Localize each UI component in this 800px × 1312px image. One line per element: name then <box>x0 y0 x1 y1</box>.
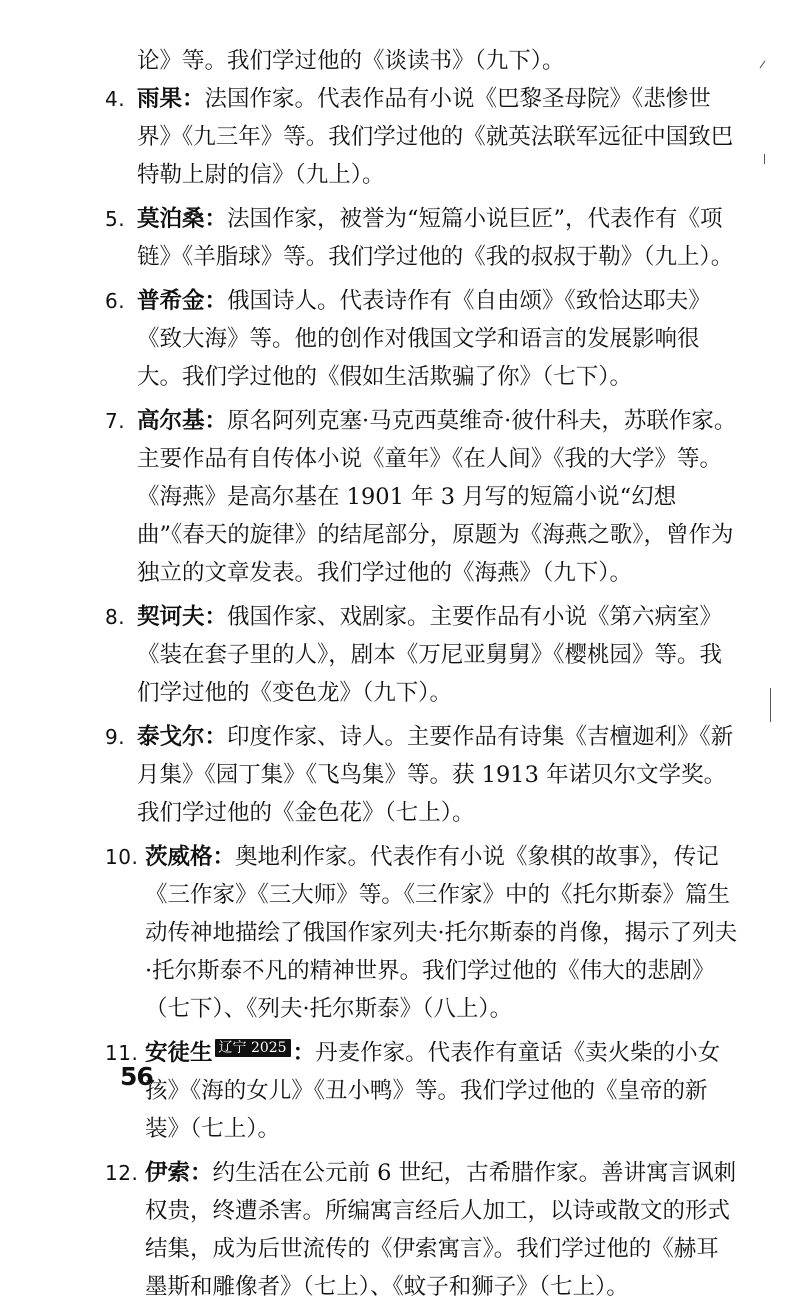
name-separator: ： <box>212 844 236 870</box>
author-name: 高尔基 <box>137 408 205 434</box>
author-name: 茨威格 <box>145 844 213 870</box>
author-description: 俄国作家、戏剧家。主要作品有小说《第六病室》《装在套子里的人》，剧本《万尼亚舅舅》《樱桃园》等。我们学过他的《变色龙》（九下）。 <box>137 604 723 706</box>
item-number: 6. <box>105 289 126 313</box>
item-number: 10. <box>105 845 139 869</box>
author-description: 奥地利作家。代表作有小说《象棋的故事》，传记《三作家》《三大师》等。《三作家》中的《托尔斯泰》篇生动传神地描绘了俄国作家列夫·托尔斯泰的肖像，揭示了列夫·托尔斯泰不凡的精神世界。我们学过他的《伟大的悲剧》（七下）、《列夫·托尔斯泰》（八上）。 <box>145 844 738 1022</box>
list-item-andersen <box>100 1034 740 1148</box>
author-name: 雨果 <box>137 86 183 112</box>
author-list <box>100 80 740 1312</box>
name-separator: ： <box>204 724 228 750</box>
item-number: 11. <box>105 1041 139 1065</box>
author-description: 法国作家，被誉为“短篇小说巨匠”，代表作有《项链》《羊脂球》等。我们学过他的《我的叔叔于勒》（九上）。 <box>137 206 734 270</box>
list-item-aesop <box>100 1154 740 1306</box>
author-name: 安徒生 <box>145 1040 213 1066</box>
item-number: 9. <box>105 725 126 749</box>
author-name: 契诃夫 <box>137 604 205 630</box>
author-description: 俄国诗人。代表诗作有《自由颂》《致恰达耶夫》《致大海》等。他的创作对俄国文学和语言的发展影响很大。我们学过他的《假如生活欺骗了你》（七下）。 <box>137 288 711 390</box>
author-description: 法国作家。代表作品有小说《巴黎圣母院》《悲惨世界》《九三年》等。我们学过他的《就英法联军远征中国致巴特勒上尉的信》（九上）。 <box>137 86 734 188</box>
author-name: 普希金 <box>137 288 205 314</box>
name-separator: ： <box>204 604 228 630</box>
name-separator: ： <box>204 408 228 434</box>
list-item-pushkin <box>100 282 740 396</box>
author-name: 莫泊桑 <box>137 206 205 232</box>
item-number: 12. <box>105 1161 139 1185</box>
name-separator: ： <box>204 288 228 314</box>
author-description: 原名阿列克塞·马克西莫维奇·彼什科夫，苏联作家。主要作品有自传体小说《童年》《在人间》《我的大学》等。《海燕》是高尔基在 1901 年 3 月写的短篇小说“幻想曲”《春天的旋律》的结尾部分，原题为《海燕之歌》，曾作为独立的文章发表。我们学过他的《海燕》（九下）。 <box>137 408 737 586</box>
item-number: 7. <box>105 409 126 433</box>
author-name: 伊索 <box>145 1160 191 1186</box>
author-name: 泰戈尔 <box>137 724 205 750</box>
author-description: 印度作家、诗人。主要作品有诗集《吉檀迦利》《新月集》《园丁集》《飞鸟集》等。获 1913 年诺贝尔文学奖。我们学过他的《金色花》（七上）。 <box>137 724 734 826</box>
name-separator: ： <box>182 86 205 112</box>
list-item-zweig <box>100 838 740 1028</box>
list-item-tagore <box>100 718 740 832</box>
list-item-gorky <box>100 402 740 592</box>
exam-badge: 辽宁 2025 <box>215 1039 291 1057</box>
scan-mark <box>770 688 771 722</box>
list-item-hugo <box>100 80 740 194</box>
name-separator: ： <box>292 1040 316 1066</box>
item-number: 5. <box>105 207 126 231</box>
list-item-chekhov <box>100 598 740 712</box>
author-description: 丹麦作家。代表作有童话《卖火柴的小女孩》《海的女儿》《丑小鸭》等。我们学过他的《皇帝的新装》（七上）。 <box>145 1040 721 1142</box>
name-separator: ： <box>190 1160 213 1186</box>
name-separator: ： <box>204 206 228 232</box>
page-number: 56 <box>120 1062 153 1091</box>
item-number: 4. <box>105 87 126 111</box>
continuation-line: 论》等。我们学过他的《谈读书》（九下）。 <box>137 48 565 74</box>
author-description: 约生活在公元前 6 世纪，古希腊作家。善讲寓言讽刺权贵，终遭杀害。所编寓言经后人加工，以诗或散文的形式结集，成为后世流传的《伊索寓言》。我们学过他的《赫耳墨斯和雕像者》（七上）、《蚊子和狮子》（七上）。 <box>145 1160 737 1300</box>
scan-mark <box>760 61 766 69</box>
scan-mark <box>764 154 765 164</box>
item-number: 8. <box>105 605 126 629</box>
list-item-maupassant <box>100 200 740 276</box>
